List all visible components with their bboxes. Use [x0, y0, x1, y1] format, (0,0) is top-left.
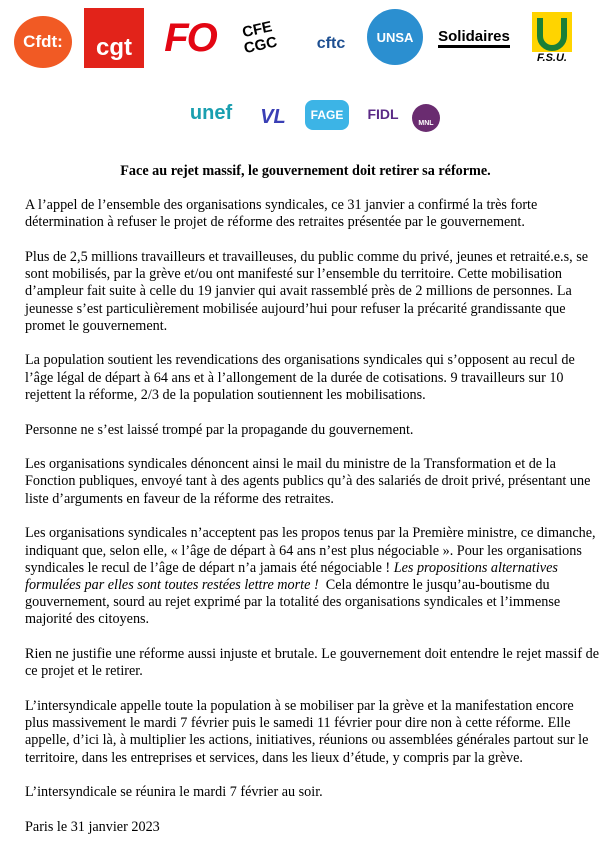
solidaires-logo: Solidaires [434, 18, 514, 58]
signature: Paris le 31 janvier 2023 [25, 818, 160, 835]
logos-row-2 [180, 94, 440, 140]
paragraph-6 [25, 525, 599, 628]
unef-logo: unef [189, 101, 233, 124]
fage-logo: FAGE [305, 100, 349, 130]
paragraph-2: Plus de 2,5 millions travailleurs et travailleuses, du public comme du privé, jeunes et retraité.e.s, se sont mobilisés, par la grève et/ou ont manifesté sur l’ensemble du territoire. Cette mobilisation d’ampleur fait suite à celle du 19 janvier qui avait rassemblé près de 2 millions de personnes. La jeunesse s’est particulièrement mobilisée aujourd’hui pour refuser la précarité grandissante que promet le gouvernement. [25, 248, 589, 334]
paragraph-4: Personne ne s’est laissé trompé par la propagande du gouvernement. [25, 421, 414, 438]
fidl-logo: FIDL [367, 106, 399, 122]
logos-row-1 [14, 8, 604, 68]
paragraph-6-part-1: Les organisations syndicales n’acceptent pas les propos tenus par la Première ministre, ce dimanche, indiquant que, selon elle, « l’âge de départ à 64 ans n’est plus négociable ». Pour les organisations syndicales le recul de l’âge de départ n’a jamais été négociable ! [25, 525, 596, 576]
cftc-logo: cftc [316, 35, 346, 52]
unsa-logo: UNSA [366, 8, 424, 66]
cgt-logo: cgt [84, 8, 144, 68]
fo-logo: FO [164, 15, 216, 60]
paragraph-7: Rien ne justifie une réforme aussi injuste et brutale. Le gouvernement doit entendre le rejet massif de ce projet et le retirer. [25, 646, 600, 680]
paragraph-1: A l’appel de l’ensemble des organisations syndicales, ce 31 janvier a confirmé la très forte détermination à refuser le projet de réforme des retraites présentée par le gouvernement. [25, 197, 538, 231]
cfe-cgc-logo: CFE CGC [240, 18, 279, 58]
paragraph-9: L’intersyndicale se réunira le mardi 7 février au soir. [25, 784, 323, 801]
paragraph-6-part-3: Cela démontre le jusqu’au-boutisme du gouvernement, sourd au rejet exprimé par la totalité des organisations syndicales et l’immense majorité des citoyens. [25, 576, 564, 628]
paragraph-6-italic: Les propositions alternatives formulées par elles sont toutes restées lettre morte ! [25, 559, 558, 593]
mnl-logo: MNL [412, 104, 440, 132]
document-title: Face au rejet massif, le gouvernement doit retirer sa réforme. [120, 163, 491, 179]
paragraph-5: Les organisations syndicales dénoncent ainsi le mail du ministre de la Transformation et de la Fonction publiques, envoyé tant à des agents publics qu’à des salariés de droit privé, présentant une liste d’arguments en faveur de la réforme des retraites. [25, 456, 591, 507]
cfdt-logo: Cfdt: [14, 16, 72, 68]
document-body [25, 197, 599, 854]
vl-logo: VL [260, 105, 286, 128]
paragraph-8: L’intersyndicale appelle toute la population à se mobiliser par la grève et la manifestation encore plus massivement le mardi 7 février puis le samedi 11 février pour dire non à cette réforme. Elle appelle, d’ici là, à multiplier les actions, initiatives, réunions ou assemblées générales partout sur le territoire, dans les entreprises et services, dans les lieux d’étude, y compris par la grève. [25, 697, 589, 766]
paragraph-3: La population soutient les revendications des organisations syndicales qui s’opposent au recul de l’âge légal de départ à 64 ans et à l’allongement de la durée de cotisations. 9 travailleurs sur 10 rejettent la réforme, 2/3 de la population soutiennent les mobilisations. [25, 352, 575, 403]
fsu-logo: F.S.U. [524, 8, 580, 68]
